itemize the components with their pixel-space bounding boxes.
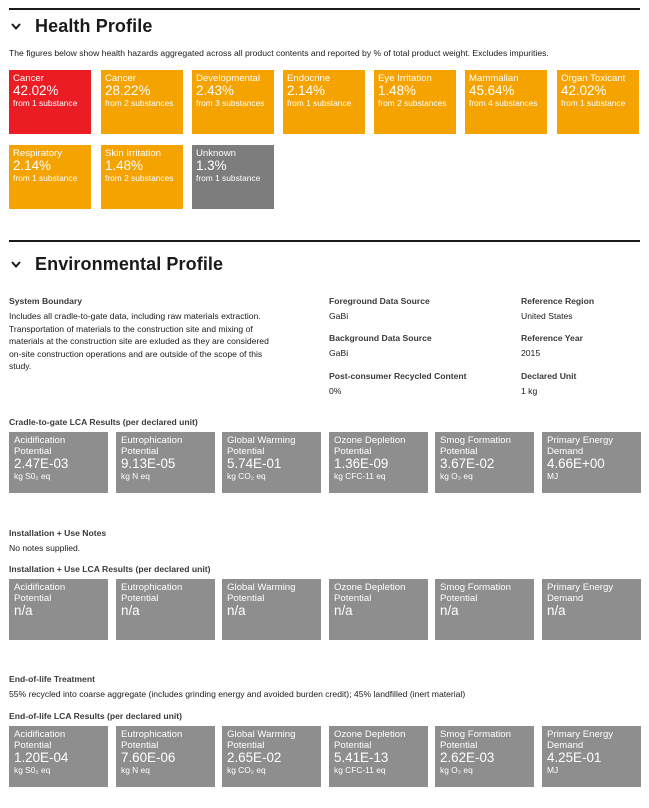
hazard-percent: 1.3% bbox=[196, 158, 227, 173]
lca-tile[interactable] bbox=[435, 432, 534, 493]
lca-metric-name: Acidification bbox=[14, 582, 66, 593]
lca-metric-name: Potential bbox=[121, 740, 159, 751]
hazard-tile[interactable] bbox=[192, 145, 274, 209]
lca-metric-unit: kg N eq bbox=[121, 471, 150, 481]
hazard-name: Endocrine bbox=[287, 73, 331, 84]
lca-metric-value: 3.67E-02 bbox=[440, 456, 495, 471]
hazard-tile[interactable] bbox=[9, 145, 91, 209]
lca-metric-name: Potential bbox=[14, 593, 52, 604]
lca-metric-value: 2.47E-03 bbox=[14, 456, 69, 471]
lca-metric-value: n/a bbox=[14, 603, 33, 618]
lca-metric-value: 1.20E-04 bbox=[14, 750, 69, 765]
foreground-source-block bbox=[329, 295, 430, 323]
chevron-down-icon bbox=[9, 257, 23, 271]
hazard-substance-count: from 2 substances bbox=[378, 98, 447, 108]
lca-metric-unit: kg O₃ eq bbox=[440, 765, 473, 775]
lca-metric-name: Potential bbox=[440, 593, 478, 604]
lca-metric-name: Global Warming bbox=[227, 582, 296, 593]
lca-metric-name: Potential bbox=[440, 740, 478, 751]
system-boundary-block bbox=[9, 295, 319, 372]
lca-metric-name: Smog Formation bbox=[440, 582, 511, 593]
lca-tile[interactable] bbox=[542, 726, 641, 787]
lca-metric-name: Primary Energy bbox=[547, 729, 614, 740]
lca-metric-name: Global Warming bbox=[227, 435, 296, 446]
hazard-substance-count: from 2 substances bbox=[105, 173, 174, 183]
lca-metric-unit: kg CO₂ eq bbox=[227, 471, 266, 481]
background-source-block bbox=[329, 332, 432, 360]
reference-region-value: United States bbox=[521, 311, 573, 322]
lca-metric-name: Potential bbox=[227, 593, 265, 604]
hazard-tile[interactable] bbox=[9, 70, 91, 134]
lca-metric-value: 4.25E-01 bbox=[547, 750, 602, 765]
lca-metric-unit: kg N eq bbox=[121, 765, 150, 775]
health-intro-text: The figures below show health hazards aggregated across all product contents and reported by % of total product weight. Excludes impurities. bbox=[9, 48, 549, 58]
lca-metric-unit: kg CFC-11 eq bbox=[334, 471, 386, 481]
lca-metric-name: Smog Formation bbox=[440, 435, 511, 446]
lca-metric-value: 4.66E+00 bbox=[547, 456, 605, 471]
hazard-percent: 1.48% bbox=[105, 158, 143, 173]
hazard-tile[interactable] bbox=[557, 70, 639, 134]
hazard-substance-count: from 1 substance bbox=[561, 98, 626, 108]
cradle-results-label: Cradle-to-gate LCA Results (per declared unit) bbox=[9, 417, 198, 427]
lca-metric-name: Eutrophication bbox=[121, 729, 183, 740]
hazard-name: Cancer bbox=[105, 73, 136, 84]
health-section-rule bbox=[9, 8, 640, 10]
lca-tile[interactable] bbox=[329, 726, 428, 787]
hazard-tile[interactable] bbox=[465, 70, 547, 134]
hazard-substance-count: from 1 substance bbox=[287, 98, 352, 108]
lca-metric-value: n/a bbox=[440, 603, 459, 618]
hazard-substance-count: from 3 substances bbox=[196, 98, 265, 108]
lca-metric-name: Ozone Depletion bbox=[334, 582, 406, 593]
lca-metric-name: Demand bbox=[547, 446, 584, 457]
lca-metric-unit: kg O₃ eq bbox=[440, 471, 473, 481]
hazard-name: Mammalian bbox=[469, 73, 519, 84]
hazard-percent: 28.22% bbox=[105, 83, 151, 98]
lca-metric-value: 9.13E-05 bbox=[121, 456, 176, 471]
declared-unit-value: 1 kg bbox=[521, 386, 538, 397]
lca-tile[interactable] bbox=[329, 579, 428, 640]
hazard-percent: 2.14% bbox=[13, 158, 51, 173]
lca-tile[interactable] bbox=[116, 726, 215, 787]
lca-metric-unit: kg S0₂ eq bbox=[14, 765, 51, 775]
hazard-name: Developmental bbox=[196, 73, 260, 84]
install-notes-text: No notes supplied. bbox=[9, 543, 81, 553]
eol-results-label: End-of-life LCA Results (per declared unit) bbox=[9, 711, 182, 721]
hazard-percent: 42.02% bbox=[13, 83, 59, 98]
lca-metric-name: Potential bbox=[14, 446, 52, 457]
system-boundary-line: on-site construction operations and are outside of the scope of this bbox=[9, 348, 263, 359]
hazard-tile[interactable] bbox=[192, 70, 274, 134]
hazard-substance-count: from 1 substance bbox=[13, 173, 78, 183]
hazard-percent: 45.64% bbox=[469, 83, 515, 98]
lca-metric-unit: kg CFC-11 eq bbox=[334, 765, 386, 775]
lca-metric-name: Potential bbox=[334, 446, 372, 457]
lca-metric-name: Global Warming bbox=[227, 729, 296, 740]
system-boundary-text bbox=[9, 310, 319, 372]
install-results-label: Installation + Use LCA Results (per declared unit) bbox=[9, 564, 211, 574]
lca-metric-name: Potential bbox=[440, 446, 478, 457]
lca-metric-name: Potential bbox=[227, 446, 265, 457]
lca-metric-name: Demand bbox=[547, 740, 584, 751]
lca-metric-name: Potential bbox=[14, 740, 52, 751]
lca-metric-value: n/a bbox=[334, 603, 353, 618]
lca-metric-value: n/a bbox=[121, 603, 140, 618]
hazard-name: Cancer bbox=[13, 73, 44, 84]
reference-year-value: 2015 bbox=[521, 348, 541, 359]
env-section-toggle[interactable] bbox=[9, 251, 223, 277]
reference-region-block bbox=[521, 295, 594, 323]
lca-metric-name: Potential bbox=[227, 740, 265, 751]
hazard-percent: 2.14% bbox=[287, 83, 325, 98]
hazard-name: Eye Irritation bbox=[378, 73, 432, 84]
hazard-tile[interactable] bbox=[374, 70, 456, 134]
health-profile-title: Health Profile bbox=[35, 15, 153, 36]
lca-tile[interactable] bbox=[542, 579, 641, 640]
system-boundary-line: study. bbox=[9, 361, 32, 372]
lca-metric-value: 5.41E-13 bbox=[334, 750, 389, 765]
lca-tile[interactable] bbox=[9, 726, 108, 787]
lca-tile[interactable] bbox=[116, 432, 215, 493]
lca-tile[interactable] bbox=[329, 432, 428, 493]
lca-tile[interactable] bbox=[222, 579, 321, 640]
declared-unit-label: Declared Unit bbox=[521, 371, 577, 381]
install-notes-label: Installation + Use Notes bbox=[9, 528, 107, 538]
hazard-name: Skin Irritation bbox=[105, 148, 161, 159]
foreground-source-label: Foreground Data Source bbox=[329, 296, 430, 306]
hazard-percent: 1.48% bbox=[378, 83, 416, 98]
declared-unit-block bbox=[521, 370, 576, 398]
lca-metric-name: Acidification bbox=[14, 435, 66, 446]
lca-metric-name: Smog Formation bbox=[440, 729, 511, 740]
lca-metric-value: 2.62E-03 bbox=[440, 750, 495, 765]
lca-metric-name: Primary Energy bbox=[547, 435, 614, 446]
lca-metric-name: Potential bbox=[121, 446, 159, 457]
lca-metric-unit: kg CO₂ eq bbox=[227, 765, 266, 775]
lca-tile[interactable] bbox=[542, 432, 641, 493]
lca-tile[interactable] bbox=[222, 726, 321, 787]
lca-metric-unit: kg S0₂ eq bbox=[14, 471, 51, 481]
hazard-name: Organ Toxicant bbox=[561, 73, 626, 84]
lca-metric-value: 2.65E-02 bbox=[227, 750, 282, 765]
hazard-substance-count: from 4 substances bbox=[469, 98, 538, 108]
background-source-value: GaBi bbox=[329, 348, 349, 359]
lca-metric-name: Ozone Depletion bbox=[334, 435, 406, 446]
system-boundary-line: materials at the construction site are exluded as they are considered bbox=[9, 336, 269, 347]
hazard-substance-count: from 1 substance bbox=[13, 98, 78, 108]
lca-metric-value: 1.36E-09 bbox=[334, 456, 389, 471]
system-boundary-label: System Boundary bbox=[9, 296, 83, 306]
env-section-rule bbox=[9, 240, 640, 242]
hazard-substance-count: from 2 substances bbox=[105, 98, 174, 108]
lca-metric-name: Primary Energy bbox=[547, 582, 614, 593]
reference-year-label: Reference Year bbox=[521, 333, 583, 343]
lca-metric-name: Potential bbox=[121, 593, 159, 604]
lca-metric-name: Potential bbox=[334, 593, 372, 604]
hazard-percent: 2.43% bbox=[196, 83, 234, 98]
hazard-tile[interactable] bbox=[283, 70, 365, 134]
health-section-toggle[interactable] bbox=[9, 13, 152, 39]
hazard-tile[interactable] bbox=[101, 145, 183, 209]
eol-treatment-text: 55% recycled into coarse aggregate (includes grinding energy and avoided burden credit); 45% landfilled (inert material) bbox=[9, 689, 466, 699]
hazard-tile[interactable] bbox=[101, 70, 183, 134]
background-source-label: Background Data Source bbox=[329, 333, 432, 343]
recycled-content-label: Post-consumer Recycled Content bbox=[329, 371, 467, 381]
lca-tile[interactable] bbox=[9, 579, 108, 640]
lca-metric-name: Eutrophication bbox=[121, 582, 183, 593]
lca-metric-name: Acidification bbox=[14, 729, 66, 740]
system-boundary-line: Transportation of materials to the construction site and mixing of bbox=[9, 323, 253, 334]
lca-metric-unit: MJ bbox=[547, 765, 559, 775]
lca-tile[interactable] bbox=[9, 432, 108, 493]
hazard-percent: 42.02% bbox=[561, 83, 607, 98]
eol-treatment-label: End-of-life Treatment bbox=[9, 674, 95, 684]
lca-metric-name: Eutrophication bbox=[121, 435, 183, 446]
hazard-name: Respiratory bbox=[13, 148, 63, 159]
lca-metric-value: n/a bbox=[547, 603, 566, 618]
lca-metric-name: Demand bbox=[547, 593, 584, 604]
lca-tile[interactable] bbox=[222, 432, 321, 493]
lca-metric-name: Potential bbox=[334, 740, 372, 751]
hazard-substance-count: from 1 substance bbox=[196, 173, 261, 183]
environmental-profile-title: Environmental Profile bbox=[35, 253, 224, 274]
lca-metric-value: 5.74E-01 bbox=[227, 456, 282, 471]
recycled-content-value: 0% bbox=[329, 386, 342, 397]
reference-region-label: Reference Region bbox=[521, 296, 595, 306]
lca-metric-name: Ozone Depletion bbox=[334, 729, 406, 740]
lca-tile[interactable] bbox=[435, 579, 534, 640]
lca-metric-value: 7.60E-06 bbox=[121, 750, 176, 765]
lca-metric-value: n/a bbox=[227, 603, 246, 618]
lca-tile[interactable] bbox=[435, 726, 534, 787]
reference-year-block bbox=[521, 332, 583, 360]
recycled-content-block bbox=[329, 370, 467, 398]
system-boundary-line: Includes all cradle-to-gate data, including raw materials extraction. bbox=[9, 311, 261, 322]
lca-metric-unit: MJ bbox=[547, 471, 559, 481]
foreground-source-value: GaBi bbox=[329, 311, 349, 322]
lca-tile[interactable] bbox=[116, 579, 215, 640]
hazard-name: Unknown bbox=[196, 148, 236, 159]
chevron-down-icon bbox=[9, 19, 23, 33]
